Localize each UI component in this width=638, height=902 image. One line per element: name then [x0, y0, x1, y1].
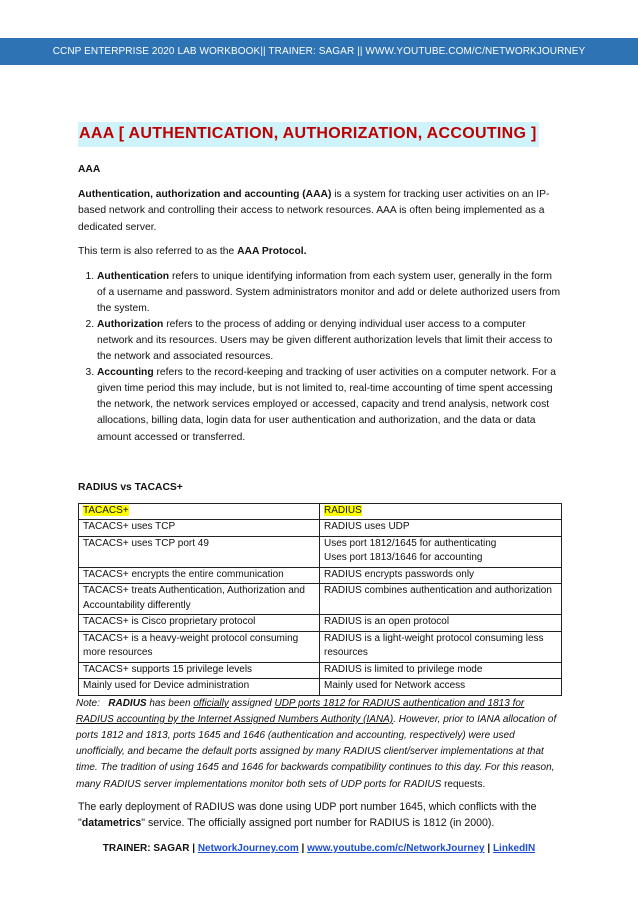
footer-prefix: TRAINER: SAGAR | — [102, 843, 198, 854]
table-row — [79, 662, 562, 679]
table-cell-radius: RADIUS is an open protocol — [320, 615, 562, 632]
table-cell-tacacs: TACACS+ is a heavy-weight protocol consuming more resources — [79, 631, 320, 662]
note-underlined-ports: UDP ports 1812 for RADIUS authentication and 1813 for RADIUS accounting by the Internet Assigned Numbers Authority (IANA) — [76, 697, 525, 725]
table-cell-radius: RADIUS encrypts passwords only — [320, 567, 562, 584]
list-term: Accounting — [97, 367, 154, 379]
early-text-1: The early deployment of RADIUS was done using UDP port number 1645, which conflicts with the " — [78, 800, 537, 830]
table-row — [79, 631, 562, 662]
list-text: refers to unique identifying information from each system user, generally in the form of a username and password. System administrators monitor and add or delete authorized users from the system. — [97, 270, 561, 314]
list-text: refers to the record-keeping and tracking of user activities on a computer network. For a given time period this may include, but is not limited to, real-time accounting of time spent accessing the network, the network services employed or accessed, capacity and trend analysis, network cost allocations, billing data, login data for user authentication and authorization, and the data or data amount accessed or transferred. — [97, 367, 556, 443]
aaa-components-list — [78, 269, 562, 446]
table-header-tacacs — [79, 503, 320, 520]
early-datametrics: datametrics — [81, 817, 142, 830]
list-term: Authorization — [97, 318, 164, 330]
note-officially: officially — [193, 697, 229, 709]
document-body — [78, 122, 562, 832]
note-tail: requests. — [441, 778, 486, 790]
early-text-2: " service. The officially assigned port number for RADIUS is 1812 (in 2000). — [141, 817, 495, 830]
table-cell-tacacs: TACACS+ uses TCP — [79, 520, 320, 537]
aaa-intro-text: is a system for tracking user activities on an IP-based network and controlling their access to network resources. AAA is often being implemented as a dedicated server. — [78, 189, 550, 233]
comparison-table — [78, 503, 562, 696]
header-tacacs-label: TACACS+ — [83, 504, 129, 516]
list-item-authentication — [97, 269, 562, 317]
aaa-heading: AAA — [78, 164, 101, 175]
table-cell-radius: RADIUS is a light-weight protocol consuming less resources — [320, 631, 562, 662]
early-deployment-paragraph — [78, 799, 562, 832]
table-header-radius — [320, 503, 562, 520]
table-row — [79, 615, 562, 632]
note-text-3: . However, prior to IANA allocation of ports 1812 and 1813, ports 1645 and 1646 (authentication and accounting, respectively) were used unofficially, and became the default ports assigned by many RADIUS client/server implementations at that time. The tradition of using 1645 and 1646 for backwards compatibility continues to this day. For this reason, many RADIUS server implementations monitor both sets of UDP ports for RADIUS — [76, 713, 557, 790]
table-row — [79, 584, 562, 615]
table-cell-radius: RADIUS is limited to privilege mode — [320, 662, 562, 679]
footer-link-networkjourney[interactable]: NetworkJourney.com — [197, 843, 299, 854]
header-radius-label: RADIUS — [324, 504, 362, 516]
table-row — [79, 536, 562, 567]
page-title: AAA [ AUTHENTICATION, AUTHORIZATION, ACCOUTING ] — [78, 122, 539, 147]
aaa-intro-bold: Authentication, authorization and accounting (AAA) — [78, 189, 332, 200]
table-cell-radius: RADIUS uses UDP — [320, 520, 562, 537]
footer-separator: | — [484, 843, 493, 854]
footer-separator: | — [298, 843, 308, 854]
table-row — [79, 567, 562, 584]
table-cell-tacacs: TACACS+ encrypts the entire communication — [79, 567, 320, 584]
table-cell-tacacs: TACACS+ supports 15 privilege levels — [79, 662, 320, 679]
radius-vs-tacacs-heading: RADIUS vs TACACS+ — [78, 481, 183, 493]
table-cell-tacacs: TACACS+ uses TCP port 49 — [79, 536, 320, 567]
note-radius-bold: RADIUS — [108, 697, 147, 709]
note-text-2: assigned — [228, 697, 275, 709]
aaa-protocol-bold: AAA Protocol. — [237, 246, 307, 258]
radius-ports-note — [76, 696, 562, 793]
aaa-protocol-paragraph — [78, 244, 562, 260]
table-header-row — [79, 503, 562, 520]
table-cell-radius: Mainly used for Network access — [320, 679, 562, 696]
footer-link-linkedin[interactable]: LinkedIN — [492, 843, 536, 854]
table-cell-tacacs: Mainly used for Device administration — [79, 679, 320, 696]
list-text: refers to the process of adding or denying individual user access to a computer network and its resources. Users may be given different authorization levels that limit their access to the network and associated resources. — [97, 318, 553, 363]
list-term: Authentication — [97, 270, 170, 282]
table-cell-tacacs: TACACS+ is Cisco proprietary protocol — [79, 615, 320, 632]
note-label: Note: — [76, 697, 100, 709]
header-text: CCNP ENTERPRISE 2020 LAB WORKBOOK|| TRAINER: SAGAR || WWW.YOUTUBE.COM/C/NETWORKJOURNEY — [52, 46, 586, 57]
footer-link-youtube[interactable]: www.youtube.com/c/NetworkJourney — [307, 843, 485, 854]
table-row — [79, 520, 562, 537]
page-header-banner — [0, 38, 638, 65]
table-row — [79, 679, 562, 696]
aaa-intro-paragraph — [78, 187, 562, 236]
table-cell-radius: RADIUS combines authentication and authorization — [320, 584, 562, 615]
table-cell-tacacs: TACACS+ treats Authentication, Authorization and Accountability differently — [79, 584, 320, 615]
page-footer — [0, 842, 638, 856]
note-text-1: has been — [146, 697, 194, 709]
list-item-authorization — [97, 317, 562, 365]
aaa-protocol-prefix: This term is also referred to as the — [78, 246, 238, 258]
list-item-accounting — [97, 365, 562, 445]
table-cell-radius: Uses port 1812/1645 for authenticating Uses port 1813/1646 for accounting — [320, 536, 562, 567]
